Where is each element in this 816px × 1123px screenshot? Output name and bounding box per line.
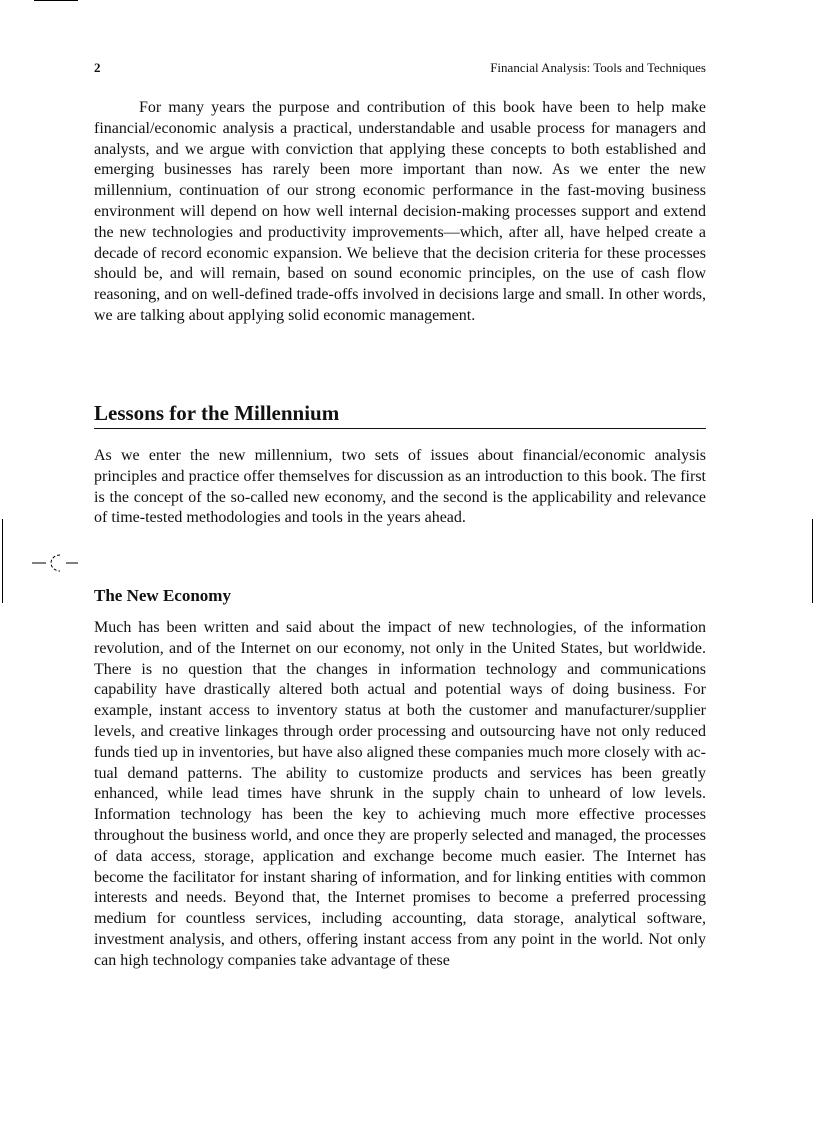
book-title: Financial Analysis: Tools and Techniques bbox=[490, 60, 706, 75]
crop-mark-left bbox=[2, 519, 3, 603]
new-economy-paragraph: Much has been written and said about the impact of new technologies, of the information revolution, and of the Internet on our economy, not only in the United States, but worldwide. There is no question that the changes in information technology and communications capability have drastically altered both actual and potential ways of doing business. For example, instant access to inventory status at both the customer and manufacturer/supplier levels, and creative linkages through order processing and outsourcing have not only reduced funds tied up in inventories, but have also aligned these companies much more closely with actual demand patterns. The ability to customize products and services has been greatly enhanced, while lead times have shrunk in the supply chain to unheard of low levels. Information technology has been the key to achieving much more effective processes throughout the business world, and once they are properly selected and managed, the processes of data access, storage, application and exchange become much easier. The Internet has become the facilitator for instant sharing of information, and for linking entities with common interests and needs. Beyond that, the Internet promises to become a preferred processing medium for countless services, including accounting, data storage, analytical software, investment analysis, and others, offering instant access from any point in the world. Not only can high technology companies take advantage of these bbox=[94, 619, 706, 969]
subsection-heading: The New Economy bbox=[94, 586, 231, 605]
crop-mark-top bbox=[34, 0, 78, 1]
registration-mark-icon bbox=[30, 551, 80, 575]
crop-mark-right bbox=[812, 519, 813, 603]
section-heading: Lessons for the Millennium bbox=[94, 400, 706, 429]
intro-paragraph: For many years the purpose and contribution of this book have been to help make financial/economic analysis a practical, understandable and usable process for managers and analysts, and we argue with conviction that applying these concepts to both established and emerging businesses has rarely been more important than now. As we enter the new millennium, continuation of our strong economic performance in the fast-moving business environment will depend on how well internal decision-making processes support and extend the new technologies and productivity improvements—which, after all, have helped create a decade of record economic expansion. We believe that the decision criteria for these processes should be, and will remain, based on sound economic principles, on the use of cash flow reasoning, and on well-defined trade-offs involved in decisions large and small. In other words, we are talking about applying solid economic management. bbox=[94, 99, 706, 324]
running-head bbox=[94, 60, 706, 78]
page-number: 2 bbox=[94, 60, 101, 75]
section-intro-paragraph: As we enter the new millennium, two sets of issues about financial/economic analysis principles and practice offer themselves for discussion as an introduction to this book. The first is the concept of the so-called new economy, and the second is the applicability and relevance of time-tested methodologies and tools in the years ahead. bbox=[94, 447, 706, 527]
